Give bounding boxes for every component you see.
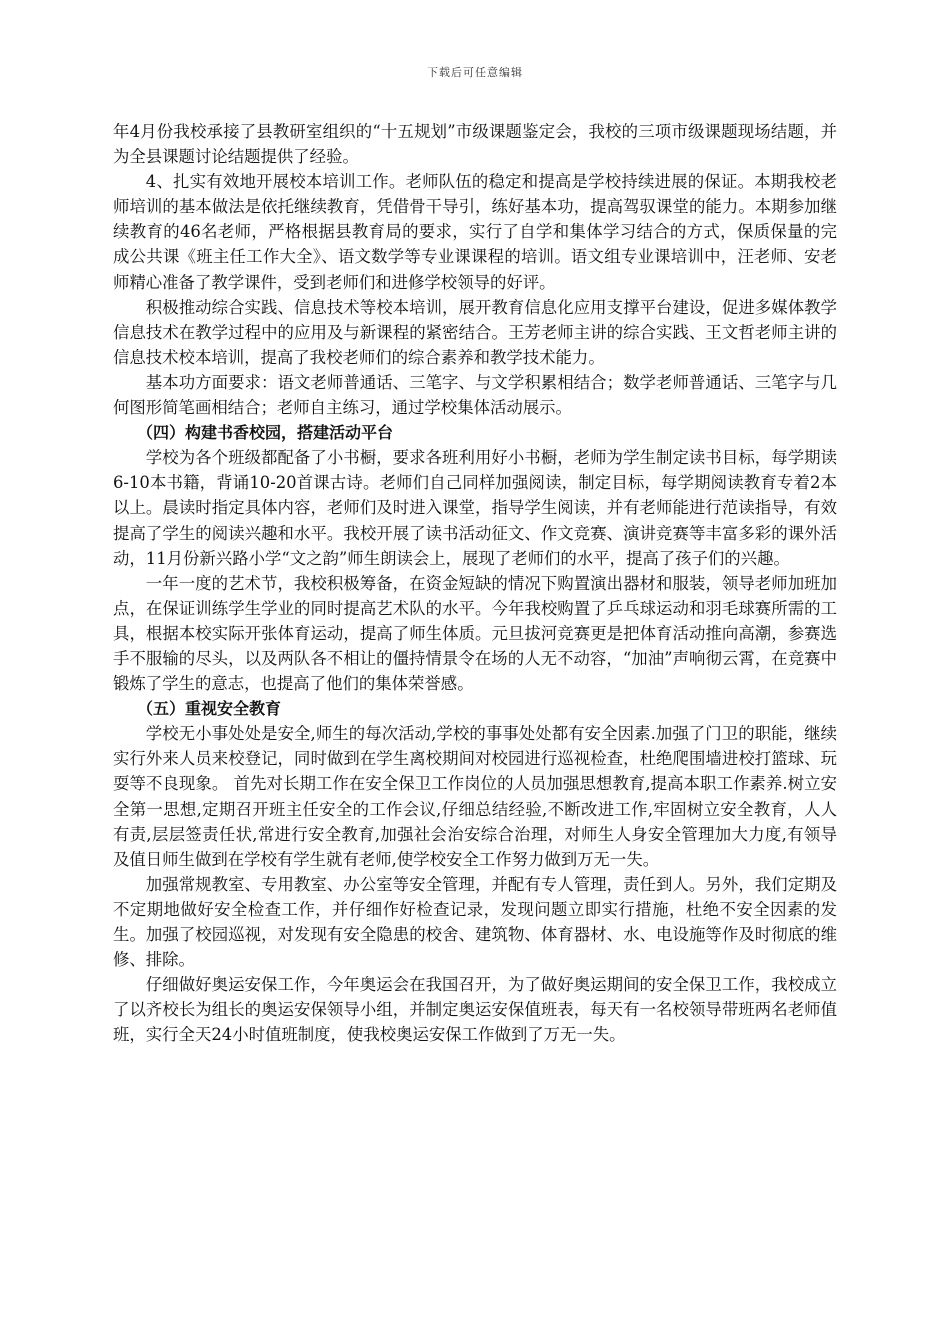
paragraph-safety-management: 加强常规教室、专用教室、办公室等安全管理，并配有专人管理，责任到人。另外，我们定期及不定期地做好安全检查工作，并仔细作好检查记录，发现问题立即实行措施，杜绝不安全因素的发生。加强了校园巡视，对发现有安全隐患的校舍、建筑物、体育器材、水、电设施等作及时彻底的维修、排除。 [113,874,837,970]
paragraph-basic-skills: 基本功方面要求：语文老师普通话、三笔字、与文学积累相结合；数学老师普通话、三笔字与几何图形简笔画相结合；老师自主练习，通过学校集体活动展示。 [113,372,837,418]
paragraph-reading: 学校为各个班级都配备了小书橱，要求各班利用好小书橱，老师为学生制定读书目标，每学期读6-10本书籍，背诵10-20首课古诗。老师们自己同样加强阅读，制定目标，每学期阅读教育专着2本以上。晨读时指定具体内容，老师们及时进入课堂，指导学生阅读，并有老师能进行范读指导，有效提高了学生的阅读兴趣和水平。我校开展了读书活动征文、作文竞赛、演讲竞赛等丰富多彩的课外活动，11月份新兴路小学“文之韵”师生朗读会上，展现了老师们的水平，提高了孩子们的兴趣。 [113,448,837,568]
paragraph-teacher-training: 4、扎实有效地开展校本培训工作。老师队伍的稳定和提高是学校持续进展的保证。本期我校老师培训的基本做法是依托继续教育，凭借骨干导引，练好基本功，提高驾驭课堂的能力。本期参加继续教育的46名老师，严格根据县教育局的要求，实行了自学和集体学习结合的方式，保质保量的完成公共课《班主任工作大全》、语文数学等专业课课程的培训。语文组专业课培训中，汪老师、安老师精心准备了教学课件，受到老师们和进修学校领导的好评。 [113,172,837,292]
paragraph-safety-general: 学校无小事处处是安全,师生的每次活动,学校的事事处处都有安全因素.加强了门卫的职能，继续实行外来人员来校登记，同时做到在学生离校期间对校园进行巡视检查，杜绝爬围墙进校打篮球、玩耍等不良现象。 首先对长期工作在安全保卫工作岗位的人员加强思想教育,提高本职工作素养.树立安全第一思想,定期召开班主任安全的工作会议,仔细总结经验,不断改进工作,牢固树立安全教育，人人有责,层层签责任状,常进行安全教育,加强社会治安综合治理，对师生人身安全管理加大力度,有领导及值日师生做到在学校有学生就有老师,使学校安全工作努力做到万无一失。 [113,724,837,869]
paragraph-olympic-security: 仔细做好奥运安保工作，今年奥运会在我国召开，为了做好奥运期间的安全保卫工作，我校成立了以齐校长为组长的奥运安保领导小组，并制定奥运安保值班表，每天有一名校领导带班两名老师值班，实行全天24小时值班制度，使我校奥运安保工作做到了万无一失。 [113,975,837,1045]
paragraph-arts-sports: 一年一度的艺术节，我校积极筹备，在资金短缺的情况下购置演出器材和服装，领导老师加班加点，在保证训练学生学业的同时提高艺术队的水平。今年我校购置了乒乓球运动和羽毛球赛所需的工具，根据本校实际开张体育运动，提高了师生体质。元旦拔河竞赛更是把体育活动推向高潮，参赛选手不服输的尽头，以及两队各不相让的僵持情景令在场的人无不动容，“加油”声响彻云霄，在竞赛中锻炼了学生的意志，也提高了他们的集体荣誉感。 [113,573,837,694]
document-body [113,119,837,1047]
paragraph-continued: 年4月份我校承接了县教研室组织的“十五规划”市级课题鉴定会，我校的三项市级课题现场结题，并为全县课题讨论结题提供了经验。 [113,122,837,167]
paragraph-it-training: 积极推动综合实践、信息技术等校本培训，展开教育信息化应用支撑平台建设，促进多媒体教学信息技术在教学过程中的应用及与新课程的紧密结合。王芳老师主讲的综合实践、王文哲老师主讲的信息技术校本培训，提高了我校老师们的综合素养和教学技术能力。 [113,297,837,367]
page-header-note: 下载后可任意编辑 [427,66,523,79]
section-heading-reading-campus: （四）构建书香校园，搭建活动平台 [137,423,394,443]
section-heading-safety: （五）重视安全教育 [137,699,282,719]
